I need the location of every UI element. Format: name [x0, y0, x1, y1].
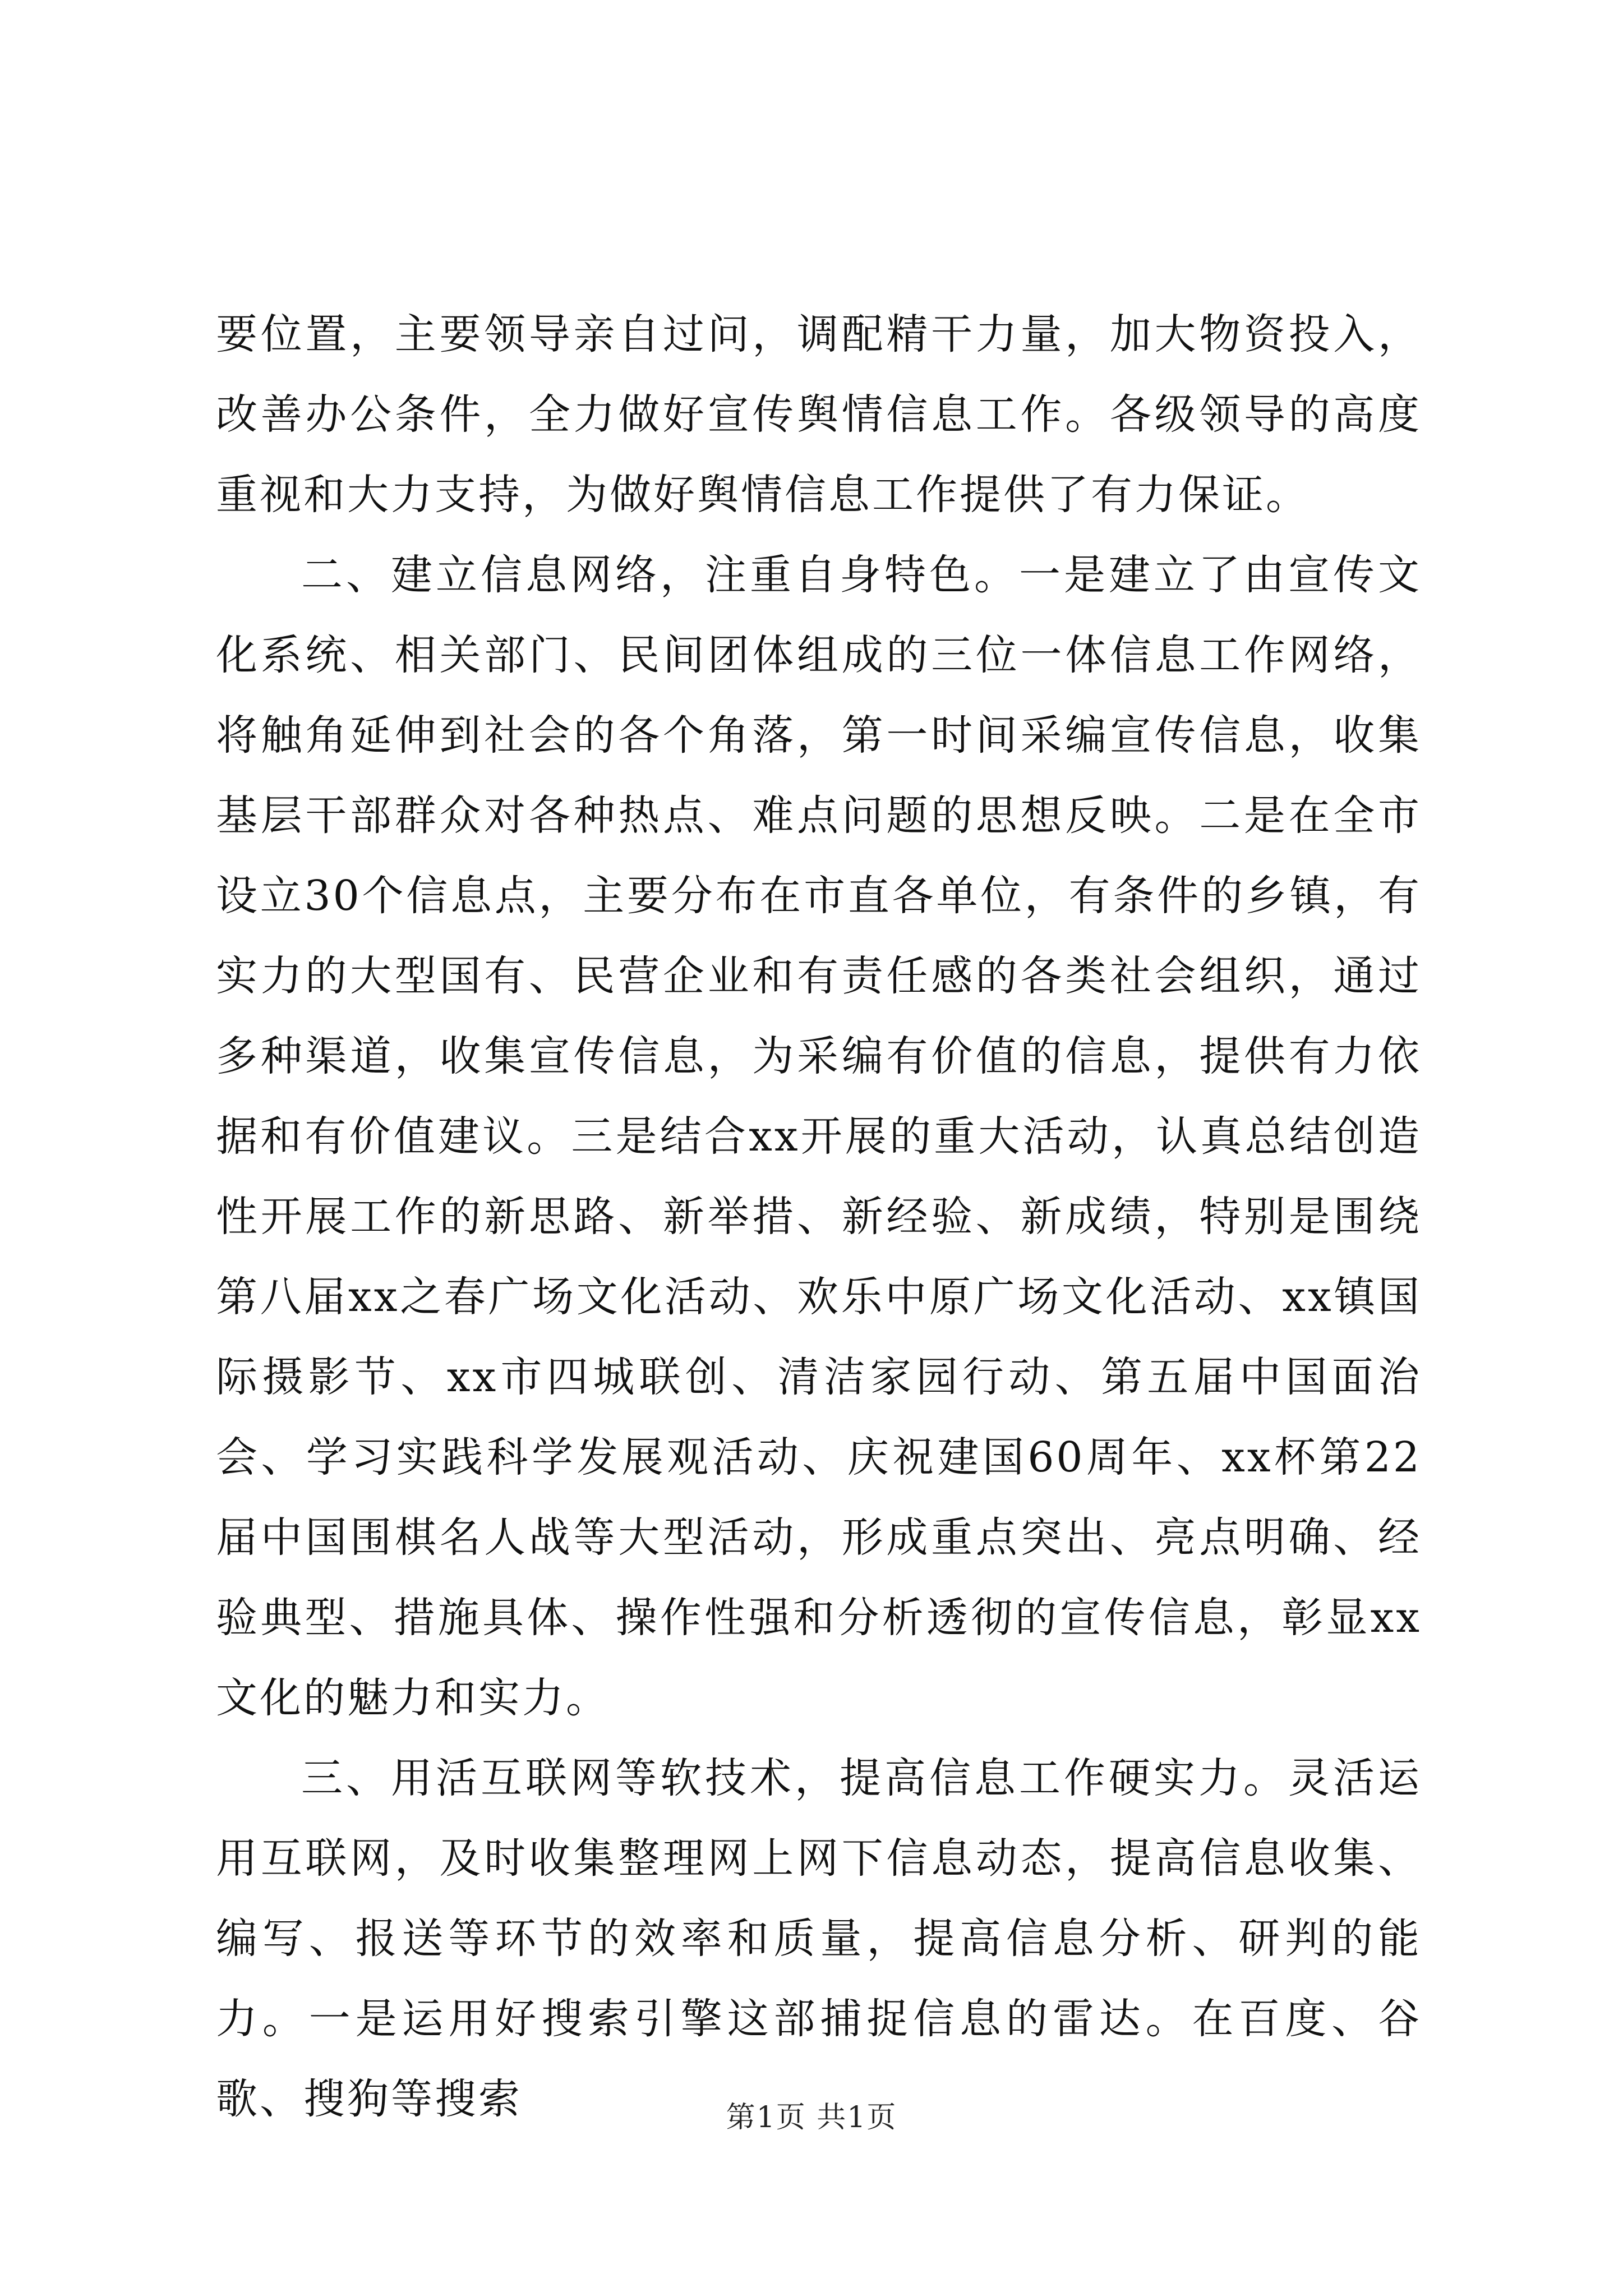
paragraph-1: 要位置，主要领导亲自过问，调配精干力量，加大物资投入，改善办公条件，全力做好宣传舆情信息工作。各级领导的高度重视和大力支持，为做好舆情信息工作提供了有力保证。: [216, 310, 1422, 519]
page-footer: 第1页 共1页: [726, 2101, 897, 2134]
document-body: [216, 295, 1422, 2139]
paragraph-3: 三、用活互联网等软技术，提高信息工作硬实力。灵活运用互联网，及时收集整理网上网下信息动态，提高信息收集、编写、报送等环节的效率和质量，提高信息分析、研判的能力。一是运用好搜索引擎这部捕捉信息的雷达。在百度、谷歌、搜狗等搜索: [216, 1754, 1422, 2123]
paragraph-2: 二、建立信息网络，注重自身特色。一是建立了由宣传文化系统、相关部门、民间团体组成的三位一体信息工作网络，将触角延伸到社会的各个角落，第一时间采编宣传信息，收集基层干部群众对各种热点、难点问题的思想反映。二是在全市设立30个信息点，主要分布在市直各单位，有条件的乡镇，有实力的大型国有、民营企业和有责任感的各类社会组织，通过多种渠道，收集宣传信息，为采编有价值的信息，提供有力依据和有价值建议。三是结合xx开展的重大活动，认真总结创造性开展工作的新思路、新举措、新经验、新成绩，特别是围绕第八届xx之春广场文化活动、欢乐中原广场文化活动、xx镇国际摄影节、xx市四城联创、清洁家园行动、第五届中国面治会、学习实践科学发展观活动、庆祝建国60周年、xx杯第22届中国围棋名人战等大型活动，形成重点突出、亮点明确、经验典型、措施具体、操作性强和分析透彻的宣传信息，彰显xx文化的魅力和实力。: [216, 551, 1422, 1722]
